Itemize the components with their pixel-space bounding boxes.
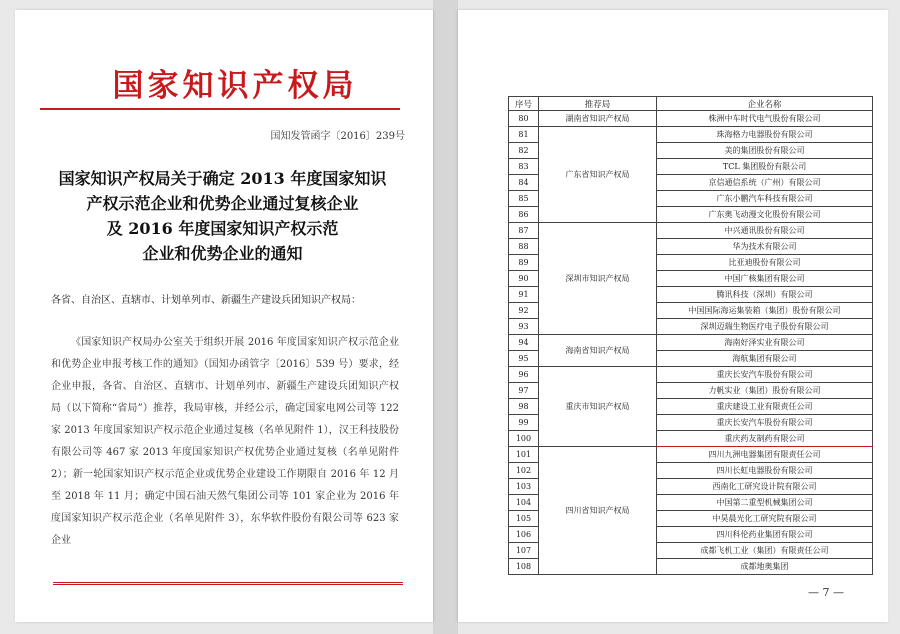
seq-cell: 95 <box>509 351 539 367</box>
red-header-rule <box>40 108 400 110</box>
seq-cell: 97 <box>509 383 539 399</box>
seq-cell: 105 <box>509 511 539 527</box>
body-paragraph: 《国家知识产权局办公室关于组织开展 2016 年度国家知识产权示范企业和优势企业申报考核工作的通知》（国知办函管字〔2016〕539 号）要求，经企业申报，各省、自治区、直辖市、计划单列市、新疆生产建设兵团知识产权局（以下简称“省局”）推荐，我局审核，并经公示，确定国家电网公司等 122 家 2013 年度国家知识产权示范企业通过复核（名单见附件 1），汉王科技股份有限公司等 467 家 2013 年度国家知识产权优势企业通过复核（名单见附件 2）；新一轮国家知识产权示范企业或优势企业建设工作期限自 2016 年 12 月至 2018 年 11 月；确定中国石油天然气集团公司等 101 家企业为 2016 年度国家知识产权示范企业（名单见附件 3），东华软件股份有限公司等 623 家企业 <box>51 337 399 546</box>
company-cell: 腾讯科技（深圳）有限公司 <box>657 287 873 303</box>
notice-title-line: 国家知识产权局关于确定 2013 年度国家知识 <box>58 169 387 188</box>
right-page <box>458 10 888 622</box>
company-cell: 中兴通讯股份有限公司 <box>657 223 873 239</box>
company-cell: 株洲中车时代电气股份有限公司 <box>657 111 873 127</box>
company-cell: 四川长虹电器股份有限公司 <box>657 463 873 479</box>
notice-title-line: 产权示范企业和优势企业通过复核企业 <box>86 194 359 213</box>
company-cell: 广东小鹏汽车科技有限公司 <box>657 191 873 207</box>
company-cell: 四川科伦药业集团有限公司 <box>657 527 873 543</box>
header-recommender: 推荐局 <box>538 97 656 111</box>
recommender-cell: 重庆市知识产权局 <box>538 367 656 447</box>
red-footer-rule <box>53 582 403 585</box>
company-cell: 珠海格力电器股份有限公司 <box>657 127 873 143</box>
seq-cell: 83 <box>509 159 539 175</box>
seq-cell: 85 <box>509 191 539 207</box>
seq-cell: 104 <box>509 495 539 511</box>
org-title: 国家知识产权局 <box>112 68 358 104</box>
table-body <box>509 111 873 575</box>
company-cell: 四川九洲电器集团有限责任公司 <box>657 447 873 463</box>
seq-cell: 99 <box>509 415 539 431</box>
seq-cell: 101 <box>509 447 539 463</box>
company-cell: 中国广核集团有限公司 <box>657 271 873 287</box>
company-cell: 中国国际海运集装箱（集团）股份有限公司 <box>657 303 873 319</box>
company-cell: 重庆长安汽车股份有限公司 <box>657 415 873 431</box>
company-cell: 京信通信系统（广州）有限公司 <box>657 175 873 191</box>
seq-cell: 107 <box>509 543 539 559</box>
header-seq: 序号 <box>509 97 539 111</box>
company-cell: 成都飞机工业（集团）有限责任公司 <box>657 543 873 559</box>
seq-cell: 106 <box>509 527 539 543</box>
notice-title-line: 及 2016 年度国家知识产权示范 <box>106 219 339 238</box>
header-company: 企业名称 <box>657 97 873 111</box>
table-row <box>509 127 873 143</box>
company-cell: 成都地奥集团 <box>657 559 873 575</box>
left-page <box>15 10 433 622</box>
seq-cell: 94 <box>509 335 539 351</box>
company-cell: 深圳迈瑞生物医疗电子股份有限公司 <box>657 319 873 335</box>
seq-cell: 80 <box>509 111 539 127</box>
seq-cell: 91 <box>509 287 539 303</box>
document-number: 国知发管函字〔2016〕239号 <box>270 131 405 142</box>
company-cell: 中国第二重型机械集团公司 <box>657 495 873 511</box>
seq-cell: 89 <box>509 255 539 271</box>
company-cell: 重庆长安汽车股份有限公司 <box>657 367 873 383</box>
company-cell: 力帆实业（集团）股份有限公司 <box>657 383 873 399</box>
table-row <box>509 447 873 463</box>
seq-cell: 88 <box>509 239 539 255</box>
company-cell: 中昊晨光化工研究院有限公司 <box>657 511 873 527</box>
seq-cell: 103 <box>509 479 539 495</box>
company-cell: 重庆药友制药有限公司 <box>657 431 873 447</box>
seq-cell: 86 <box>509 207 539 223</box>
company-list-table <box>508 96 873 575</box>
company-cell: 西南化工研究设计院有限公司 <box>657 479 873 495</box>
page-gutter <box>433 0 458 634</box>
seq-cell: 84 <box>509 175 539 191</box>
seq-cell: 98 <box>509 399 539 415</box>
seq-cell: 87 <box>509 223 539 239</box>
company-cell: 广东奥飞动漫文化股份有限公司 <box>657 207 873 223</box>
table-row <box>509 223 873 239</box>
table-row <box>509 111 873 127</box>
notice-title-line: 企业和优势企业的通知 <box>142 244 303 263</box>
seq-cell: 93 <box>509 319 539 335</box>
seq-cell: 81 <box>509 127 539 143</box>
seq-cell: 90 <box>509 271 539 287</box>
recommender-cell: 海南省知识产权局 <box>538 335 656 367</box>
seq-cell: 100 <box>509 431 539 447</box>
page-number: — 7 — <box>808 586 844 599</box>
seq-cell: 92 <box>509 303 539 319</box>
recommender-cell: 深圳市知识产权局 <box>538 223 656 335</box>
table-row <box>509 367 873 383</box>
company-cell: 海南好泽实业有限公司 <box>657 335 873 351</box>
seq-cell: 96 <box>509 367 539 383</box>
company-cell: 海航集团有限公司 <box>657 351 873 367</box>
table-row <box>509 335 873 351</box>
seq-cell: 108 <box>509 559 539 575</box>
company-cell: 比亚迪股份有限公司 <box>657 255 873 271</box>
table-header-row <box>509 97 873 111</box>
recommender-cell: 四川省知识产权局 <box>538 447 656 575</box>
company-cell: 美的集团股份有限公司 <box>657 143 873 159</box>
seq-cell: 82 <box>509 143 539 159</box>
company-cell: 华为技术有限公司 <box>657 239 873 255</box>
notice-title <box>55 166 390 266</box>
seq-cell: 102 <box>509 463 539 479</box>
addressee: 各省、自治区、直辖市、计划单列市、新疆生产建设兵团知识产权局： <box>51 295 361 306</box>
recommender-cell: 湖南省知识产权局 <box>538 111 656 127</box>
company-cell: TCL 集团股份有限公司 <box>657 159 873 175</box>
recommender-cell: 广东省知识产权局 <box>538 127 656 223</box>
company-cell: 重庆建设工业有限责任公司 <box>657 399 873 415</box>
